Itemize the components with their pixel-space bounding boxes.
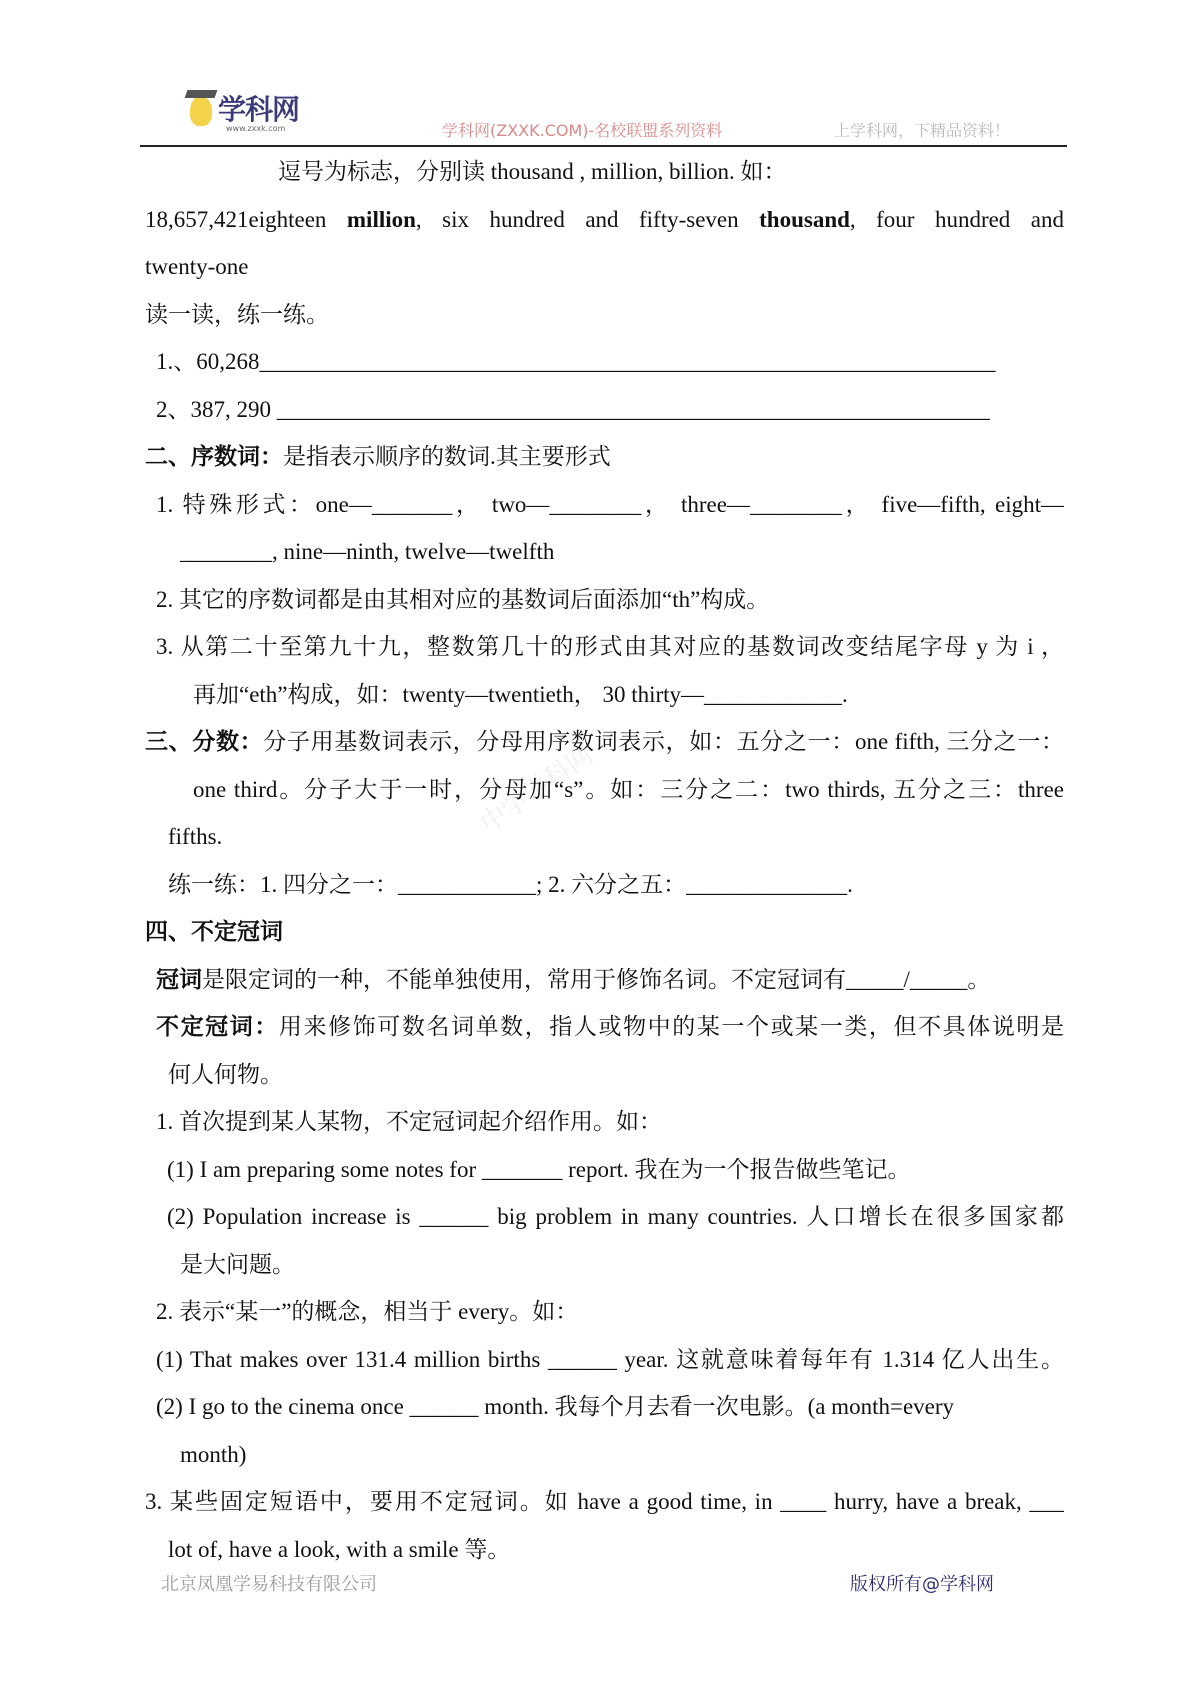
text-run: 是大问题。	[180, 1251, 295, 1277]
text-run: 用来修饰可数名词单数，指人或物中的某一个或某一类，但不具体说明是	[278, 1014, 1064, 1039]
bold-text: 冠词	[156, 966, 202, 992]
text-run: 2. 表示“某一”的概念，相当于 every。如：	[156, 1299, 579, 1324]
text-run: 18,657,421eighteen	[145, 206, 347, 232]
text-run: 2. 其它的序数词都是由其相对应的基数词后面添加“th”构成。	[156, 586, 770, 612]
text-line	[168, 1526, 510, 1574]
xueke-logo	[186, 88, 321, 140]
text-line	[156, 386, 990, 434]
text-run: twenty-one	[145, 254, 249, 279]
text-run: (1) That makes over 131.4 million births ______ year. 这就意味着每年有 1.314 亿人出生。	[156, 1346, 1064, 1372]
text-line	[145, 1478, 1064, 1526]
text-run: (2) I go to the cinema once ______ month. 我每个月去看一次电影。(a month=every	[156, 1394, 955, 1419]
text-line	[156, 1288, 578, 1336]
text-run: 何人何物。	[168, 1061, 283, 1087]
text-run: month)	[180, 1441, 247, 1467]
bold-text: 不定冠词：	[156, 1014, 279, 1039]
text-line	[145, 196, 1064, 244]
text-run: fifths.	[168, 824, 223, 849]
text-line	[156, 338, 996, 386]
text-line	[145, 291, 329, 339]
header-divider	[140, 145, 1067, 147]
text-line	[156, 481, 1064, 529]
text-run: 1. 特殊形式：one—_______， two—________， three—________， five—fifth, eight—	[156, 491, 1064, 517]
text-run: 是限定词的一种，不能单独使用，常用于修饰名词。不定冠词有_____/_____。	[202, 966, 991, 992]
header-right-text: 上学科网，下精品资料！	[834, 121, 1011, 140]
text-run: 3. 某些固定短语中，要用不定冠词。如 have a good time, in ____ hurry, have a break, ___	[145, 1489, 1064, 1514]
text-run: 1. 首次提到某人某物，不定冠词起介绍作用。如：	[156, 1109, 662, 1134]
watermark: 中学学科网	[475, 740, 599, 840]
text-run: 再加“eth”构成，如：twenty—twentieth， 30 thirty—____________.	[193, 681, 848, 707]
text-run: lot of, have a look, with a smile 等。	[168, 1536, 511, 1562]
text-line	[156, 623, 1064, 671]
text-line	[156, 956, 990, 1004]
text-line	[193, 671, 848, 719]
text-line	[156, 1098, 662, 1146]
footer-copyright: 版权所有@学科网	[850, 1574, 994, 1595]
header-center-text: 学科网(ZXXK.COM)-名校联盟系列资料	[442, 121, 723, 140]
text-run: ________, nine—ninth, twelve—twelfth	[180, 539, 555, 564]
lightbulb-icon	[190, 96, 212, 126]
bold-text: 四、不定冠词	[145, 919, 283, 944]
logo-text: 学科网	[218, 93, 300, 126]
text-run: (2) Population increase is ______ big problem in many countries. 人口增长在很多国家都	[167, 1204, 1064, 1229]
text-run: 逗号为标志，分别读 thousand , million, billion. 如：	[278, 159, 787, 184]
text-line	[145, 433, 611, 481]
text-line	[180, 1431, 246, 1479]
text-run: one third。分子大于一时，分母加“s”。如：三分之二：two thirds, 五分之三：three	[193, 776, 1064, 802]
text-line	[180, 1241, 295, 1289]
text-line	[156, 1003, 1064, 1051]
text-line	[145, 908, 283, 956]
bold-text: million	[346, 206, 416, 232]
bold-text: thousand	[759, 206, 850, 232]
text-line	[168, 813, 222, 861]
text-line	[167, 1146, 911, 1194]
text-run: 分子用基数词表示，分母用序数词表示，如：五分之一：one fifth, 三分之一：	[263, 729, 1064, 754]
text-run: (1) I am preparing some notes for _______ report. 我在为一个报告做些笔记。	[167, 1156, 911, 1182]
text-line	[180, 528, 554, 576]
text-line	[193, 766, 1064, 814]
text-line	[167, 1193, 1064, 1241]
text-line	[156, 576, 769, 624]
text-run: 读一读，练一练。	[145, 301, 329, 327]
text-line	[156, 1383, 954, 1431]
text-line	[278, 148, 787, 196]
text-line	[156, 1336, 1064, 1384]
graduation-cap-icon	[185, 90, 218, 98]
text-line	[168, 861, 853, 909]
text-run: 练一练：1. 四分之一：____________; 2. 六分之五：______________.	[168, 871, 853, 897]
footer-company: 北京凤凰学易科技有限公司	[161, 1574, 377, 1595]
text-line	[145, 243, 248, 291]
logo-url: www.zxxk.com	[226, 124, 286, 133]
text-line	[168, 1051, 283, 1099]
text-run: 1.、60,268________________________________________________________________	[156, 349, 996, 374]
text-run: , six hundred and fifty-seven	[415, 206, 760, 232]
text-run: 3. 从第二十至第九十九，整数第几十的形式由其对应的基数词改变结尾字母 y 为 i ，	[156, 634, 1064, 659]
bold-text: 三、分数：	[145, 729, 264, 754]
text-line	[145, 718, 1064, 766]
text-run: 2、387, 290 ______________________________________________________________	[156, 396, 990, 422]
text-run: 是指表示顺序的数词.其主要形式	[283, 444, 611, 469]
bold-text: 二、序数词：	[145, 444, 283, 469]
text-run: , four hundred and	[849, 206, 1064, 232]
